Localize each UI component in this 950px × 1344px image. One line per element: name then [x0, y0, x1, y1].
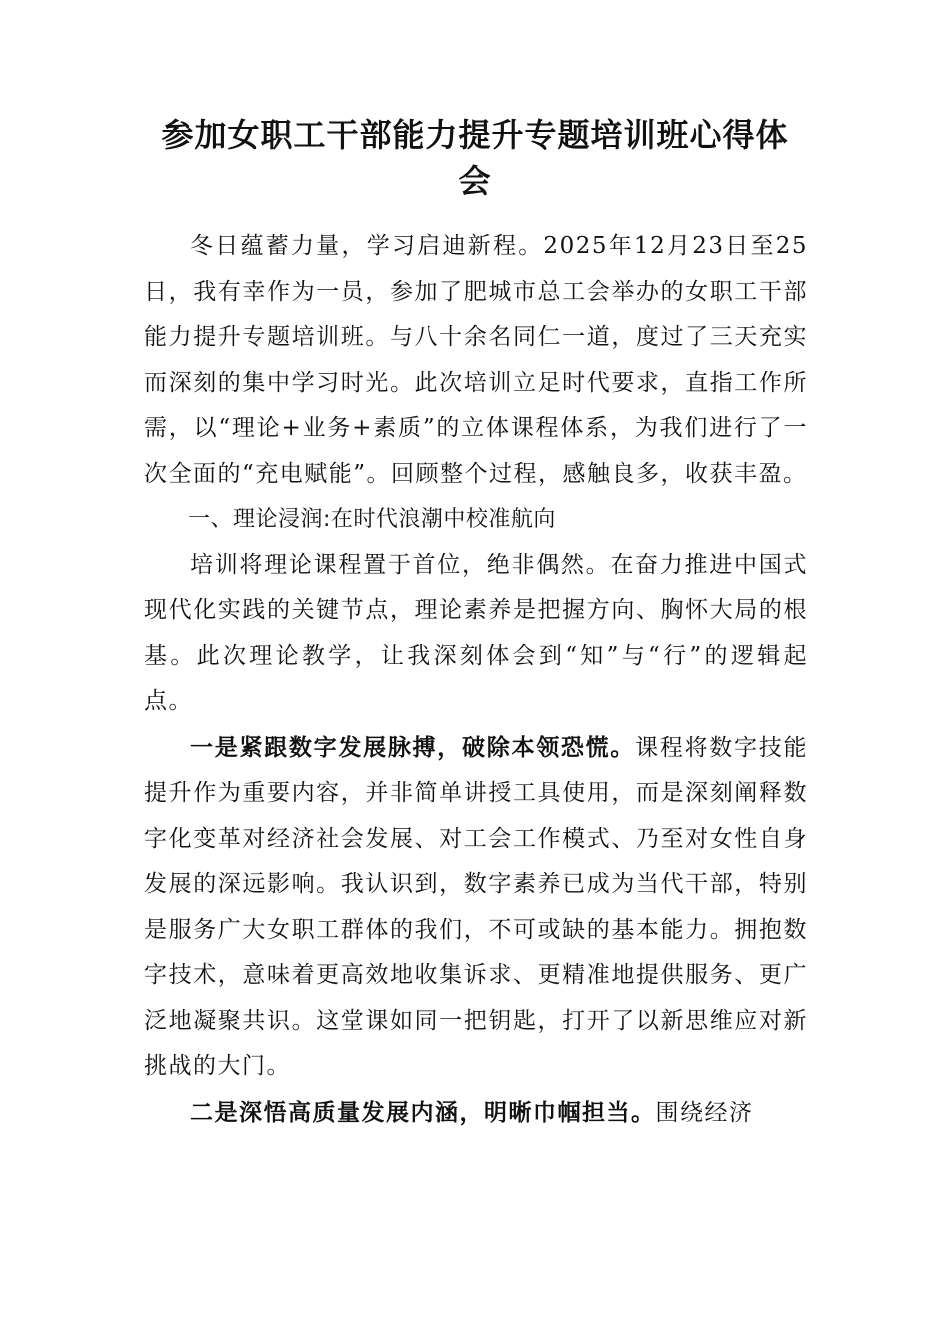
section-heading: [144, 497, 808, 543]
paragraph-text: 课程将数字技能提升作为重要内容，并非简单讲授工具使用，而是深刻阐释数字化变革对经济社会发展、对工会工作模式、乃至对女性自身发展的深远影响。我认识到，数字素养已成为当代干部，特别是服务广大女职工群体的我们，不可或缺的基本能力。拥抱数字技术，意味着更高效地收集诉求、更精准地提供服务、更广泛地凝聚共识。这堂课如同一把钥匙，打开了以新思维应对新挑战的大门。: [144, 734, 809, 1079]
paragraph-lead: 二是深悟高质量发展内涵，明晰巾帼担当。: [190, 1098, 656, 1126]
point-one-paragraph: [144, 725, 808, 1090]
document-title: 参加女职工干部能力提升专题培训班心得体会: [161, 116, 789, 200]
point-two-paragraph: [144, 1090, 808, 1137]
section-heading-text: 一、理论浸润:在时代浪潮中校准航向: [188, 507, 556, 532]
document-body: [144, 224, 808, 1136]
intro-paragraph: [144, 224, 808, 497]
paragraph-text: 冬日蕴蓄力量，学习启迪新程。2025年12月23日至25日，我有幸作为一员，参加了肥城市总工会举办的女职工干部能力提升专题培训班。与八十余名同仁一道，度过了三天充实而深刻的集中学习时光。此次培训立足时代要求，直指工作所需，以“理论+业务+素质”的立体课程体系，为我们进行了一次全面的“充电赋能”。回顾整个过程，感触良多，收获丰盈。: [144, 233, 808, 487]
paragraph-text: 围绕经济: [655, 1099, 754, 1126]
theory-paragraph: [144, 543, 808, 725]
paragraph-lead: 一是紧跟数字发展脉搏，破除本领恐慌。: [190, 733, 636, 761]
paragraph-text: 培训将理论课程置于首位，绝非偶然。在奋力推进中国式现代化实践的关键节点，理论素养是把握方向、胸怀大局的根基。此次理论教学，让我深刻体会到“知”与“行”的逻辑起点。: [144, 551, 808, 714]
